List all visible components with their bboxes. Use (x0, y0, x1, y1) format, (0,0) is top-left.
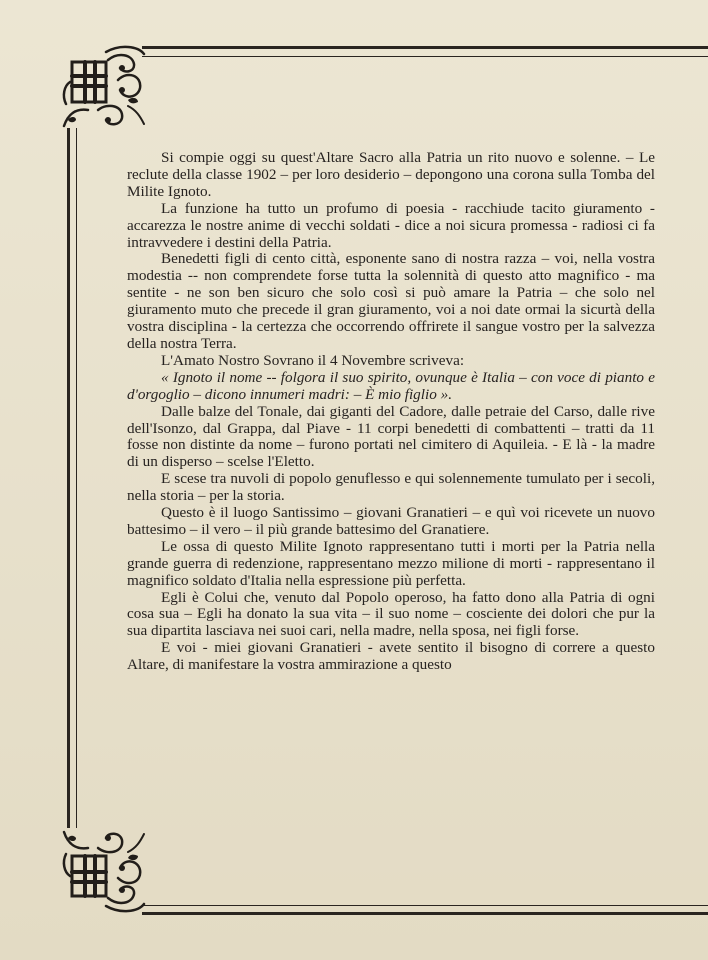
frame-rule-top (142, 46, 708, 57)
paragraph: L'Amato Nostro Sovrano il 4 Novembre scriveva: (161, 351, 465, 369)
frame-rule-left (67, 128, 77, 828)
paragraph: La funzione ha tutto un profumo di poesia - racchiude tacito giuramento - accarezza le nostre anime di vecchi soldati - dice a noi sicura promessa - radiosi ci fa intravvedere i destini della Patria. (127, 199, 655, 251)
paragraph: Egli è Colui che, venuto dal Popolo operoso, ha fatto dono alla Patria di ogni cosa sua – Egli ha donato la sua vita – il suo nome – cosciente dei dolori che pur la sua dipartita lasciava nei suoi cari, nella madre, nella sposa, nei figli forse. (127, 588, 655, 640)
ornamental-corner-icon (58, 826, 148, 918)
ornamental-corner-icon (58, 40, 148, 132)
paragraph: Le ossa di questo Milite Ignoto rappresentano tutti i morti per la Patria nella grande guerra di redenzione, rappresentano mezzo milione di morti - rappresentano il magnifico soldato d'Italia nella espressione più perfetta. (127, 537, 655, 589)
royal-quote: « Ignoto il nome -- folgora il suo spirito, ovunque è Italia – con voce di pianto e d'orgoglio – dicono innumeri madri: – È mio figlio ». (127, 368, 655, 403)
paragraph: Benedetti figli di cento città, esponente sano di nostra razza – voi, nella vostra modestia -- non comprendete forse tutta la solennità di questo atto magnifico - ma sentite - ne son ben sicuro che solo così si può amare la Patria – che solo nel giuramento muto che precede il gran giuramento, voi a noi date ormai la sicurtà della vostra disciplina - la certezza che occorrendo offrirete il sangue vostro per la salvezza della nostra Terra. (127, 250, 655, 352)
paragraph: E voi - miei giovani Granatieri - avete sentito il bisogno di correre a questo Altare, di manifestare la vostra ammirazione a questo (127, 639, 655, 674)
paragraph: Dalle balze del Tonale, dai giganti del Cadore, dalle petraie del Carso, dalle rive dell'Isonzo, dal Grappa, dal Piave - 11 corpi benedetti di combattenti – tratti da 11 fosse non distinte da nome – furono portati nel cimitero di Aquileia. - E là - la madre di un disperso – scelse l'Eletto. (127, 402, 655, 471)
paragraph: Questo è il luogo Santissimo – giovani Granatieri – e quì voi ricevete un nuovo battesimo – il vero – il più grande battesimo del Granatiere. (127, 504, 655, 538)
frame-rule-bottom (142, 905, 708, 915)
body-text (127, 150, 655, 674)
paragraph: Si compie oggi su quest'Altare Sacro alla Patria un rito nuovo e solenne. – Le reclute della classe 1902 – per loro desiderio – depongono una corona sulla Tomba del Milite Ignoto. (127, 149, 655, 200)
paragraph: E scese tra nuvoli di popolo genuflesso e qui solennemente tumulato per i secoli, nella storia – per la storia. (127, 470, 655, 505)
